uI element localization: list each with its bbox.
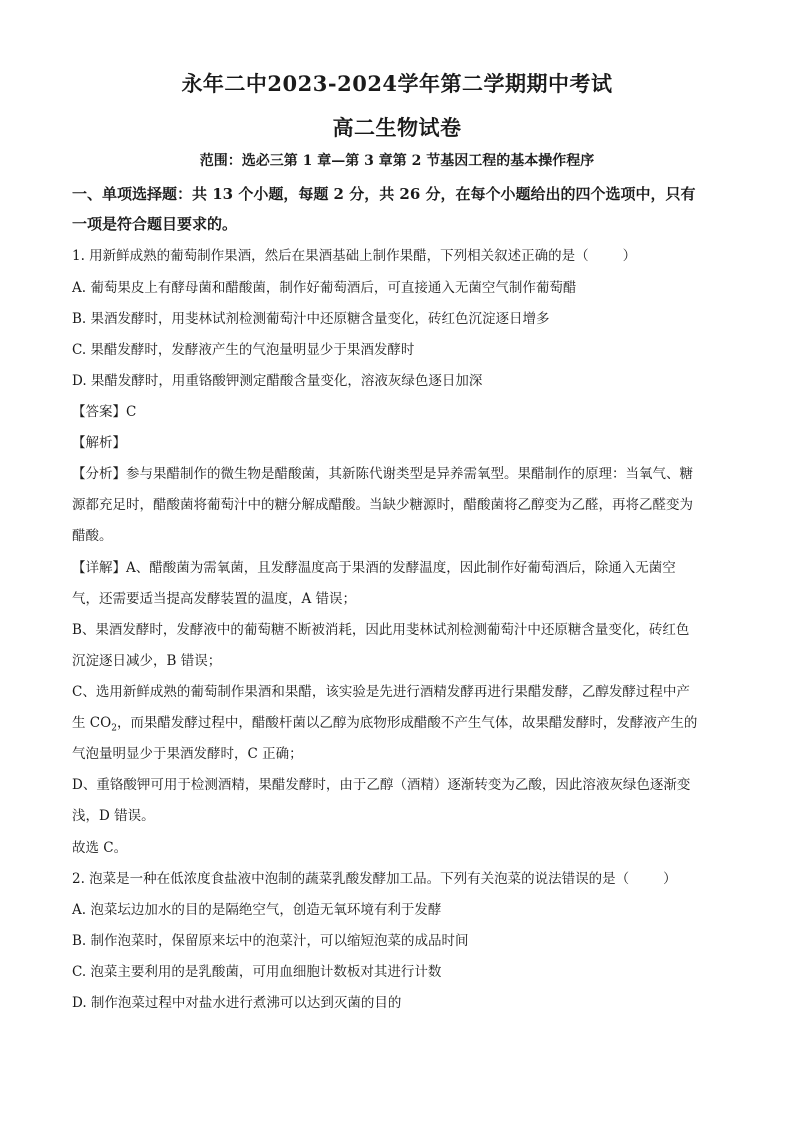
q2-option-b: B. 制作泡菜时，保留原来坛中的泡菜汁，可以缩短泡菜的成品时间 [72, 933, 469, 949]
q1-option-a: A. 葡萄果皮上有酵母菌和醋酸菌，制作好葡萄酒后，可直接通入无菌空气制作葡萄醋 [72, 280, 577, 296]
q1-stem: 1. 用新鲜成熟的葡萄制作果酒，然后在果酒基础上制作果醋，下列相关叙述正确的是（ ） [72, 248, 637, 264]
q1-analysis-label: 【解析】 [72, 435, 126, 451]
q2-option-a: A. 泡菜坛边加水的目的是隔绝空气，创造无氧环境有利于发酵 [72, 902, 442, 918]
q1-option-d: D. 果醋发酵时，用重铬酸钾测定醋酸含量变化，溶液灰绿色逐日加深 [72, 373, 483, 389]
q1-detail-line: D、重铬酸钾可用于检测酒精，果醋发酵时，由于乙醇（酒精）逐渐转变为乙酸，因此溶液灰绿色逐渐变 [72, 777, 691, 793]
q1-option-c: C. 果醋发酵时，发酵液产生的气泡量明显少于果酒发酵时 [72, 342, 415, 358]
q2-option-c: C. 泡菜主要利用的是乳酸菌，可用血细胞计数板对其进行计数 [72, 964, 442, 980]
q1-analysis-line: 【分析】参与果醋制作的微生物是醋酸菌，其新陈代谢类型是异养需氧型。果醋制作的原理：当氧气、糖 [72, 466, 693, 482]
exam-subtitle: 高二生物试卷 [332, 115, 462, 140]
q1-detail-co2-line: 生 $CO_2$，而果醋发酵过程中，醋酸杆菌以乙醇为底物形成醋酸不产生气体，故果醋发酵时，发酵液产生的 [72, 715, 698, 734]
section-heading-line-1: 一、单项选择题：共 13 个小题，每题 2 分，共 26 分，在每个小题给出的四个选项中，只有 [72, 185, 696, 203]
exam-title: 永年二中2023-2024学年第二学期期中考试 [181, 71, 613, 96]
q2-option-d: D. 制作泡菜过程中对盐水进行煮沸可以达到灭菌的目的 [72, 995, 402, 1011]
exam-scope: 范围：选必三第 1 章—第 3 章第 2 节基因工程的基本操作程序 [199, 153, 595, 169]
section-heading-line-2: 一项是符合题目要求的。 [72, 215, 238, 233]
q1-analysis-line: 源都充足时，醋酸菌将葡萄汁中的糖分解成醋酸。当缺少糖源时，醋酸菌将乙醇变为乙醛，再将乙醛变为 [72, 497, 693, 513]
q1-detail-line: 浅，D 错误。 [72, 808, 155, 824]
q1-detail-line: B、果酒发酵时，发酵液中的葡萄糖不断被消耗，因此用斐林试剂检测葡萄汁中还原糖含量变化，砖红色 [72, 622, 690, 638]
q1-detail-line: 沉淀逐日减少，B 错误； [72, 653, 222, 669]
q2-stem: 2. 泡菜是一种在低浓度食盐液中泡制的蔬菜乳酸发酵加工品。下列有关泡菜的说法错误的是（ ） [72, 871, 677, 887]
q1-detail-line: 【详解】A、醋酸菌为需氧菌，且发酵温度高于果酒的发酵温度，因此制作好葡萄酒后，除通入无菌空 [72, 560, 676, 576]
q1-detail-line: C、选用新鲜成熟的葡萄制作果酒和果醋，该实验是先进行酒精发酵再进行果醋发酵，乙醇发酵过程中产 [72, 684, 690, 700]
q1-conclusion: 故选 C。 [72, 840, 128, 856]
q1-detail-line: 气，还需要适当提高发酵装置的温度，A 错误； [72, 591, 357, 607]
q1-detail-line: 气泡量明显少于果酒发酵时，C 正确； [72, 746, 303, 762]
q1-answer: 【答案】C [72, 404, 137, 420]
q1-analysis-line: 醋酸。 [72, 528, 113, 544]
q1-option-b: B. 果酒发酵时，用斐林试剂检测葡萄汁中还原糖含量变化，砖红色沉淀逐日增多 [72, 311, 550, 327]
